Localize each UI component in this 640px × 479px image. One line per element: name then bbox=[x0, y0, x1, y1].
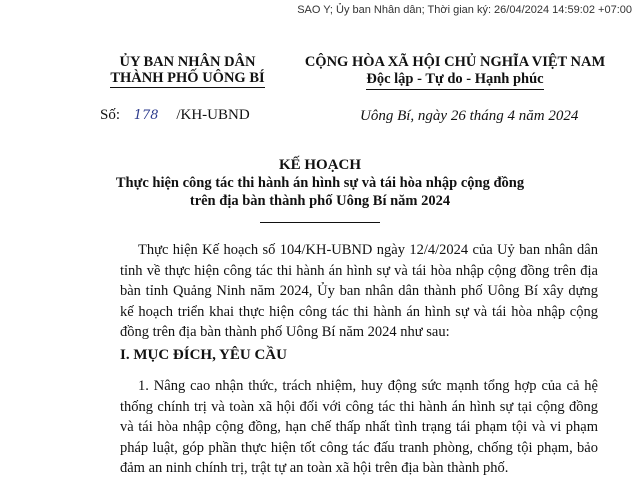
authority-line-1: ỦY BAN NHÂN DÂN bbox=[119, 54, 256, 70]
section-heading: I. MỤC ĐÍCH, YÊU CẦU bbox=[120, 347, 287, 363]
document-title: KẾ HOẠCH bbox=[278, 157, 362, 173]
purpose-paragraph bbox=[120, 376, 598, 479]
doc-number-handwritten: 178 bbox=[133, 108, 159, 123]
document-subtitle bbox=[0, 174, 640, 228]
subtitle-divider bbox=[260, 222, 380, 223]
document-number bbox=[100, 107, 250, 124]
doc-number-code: /KH-UBND bbox=[176, 107, 250, 123]
national-title: CỘNG HÒA XÃ HỘI CHỦ NGHĨA VIỆT NAM bbox=[304, 54, 606, 70]
national-motto: Độc lập - Tự do - Hạnh phúc bbox=[366, 71, 543, 90]
intro-paragraph-text: Thực hiện Kế hoạch số 104/KH-UBND ngày 12/4/2024 của Uỷ ban nhân dân tỉnh về thực hiện công tác thi hành án hình sự và tái hòa nhập cộng đồng trên địa bàn tỉnh Quảng Ninh năm 2024, Ủy ban nhân dân thành phố Uông Bí xây dựng kế hoạch triển khai thực hiện công tác thi hành án hình sự và tái hòa nhập cộng đồng trên địa bàn thành phố Uông Bí năm 2024 như sau: bbox=[120, 242, 598, 340]
place-and-date: Uông Bí, ngày 26 tháng 4 năm 2024 bbox=[360, 108, 579, 124]
issuing-authority bbox=[100, 54, 275, 88]
subtitle-line-1: Thực hiện công tác thi hành án hình sự và tái hòa nhập cộng đồng bbox=[115, 175, 525, 191]
digital-signature-stamp: SAO Y; Ủy ban Nhân dân; Thời gian ký: 26/04/2024 14:59:02 +07:00 bbox=[297, 4, 632, 16]
intro-paragraph bbox=[120, 240, 598, 343]
doc-number-prefix: Số: bbox=[100, 107, 121, 123]
subtitle-line-2: trên địa bàn thành phố Uông Bí năm 2024 bbox=[189, 193, 451, 209]
purpose-paragraph-text: 1. Nâng cao nhận thức, trách nhiệm, huy động sức mạnh tổng hợp của cả hệ thống chính trị và toàn xã hội đối với công tác thi hành án hình sự tại cộng đồng và tái hòa nhập cộng đồng, hạn chế thấp nhất tình trạng tái phạm tội và vi phạm pháp luật, góp phần thực hiện tốt công tác đấu tranh phòng, chống tội phạm, bảo đảm an ninh chính trị, trật tự an toàn xã hội trên địa bàn thành phố. bbox=[120, 378, 598, 476]
authority-line-2: THÀNH PHỐ UÔNG BÍ bbox=[110, 70, 265, 86]
national-header bbox=[300, 54, 610, 90]
